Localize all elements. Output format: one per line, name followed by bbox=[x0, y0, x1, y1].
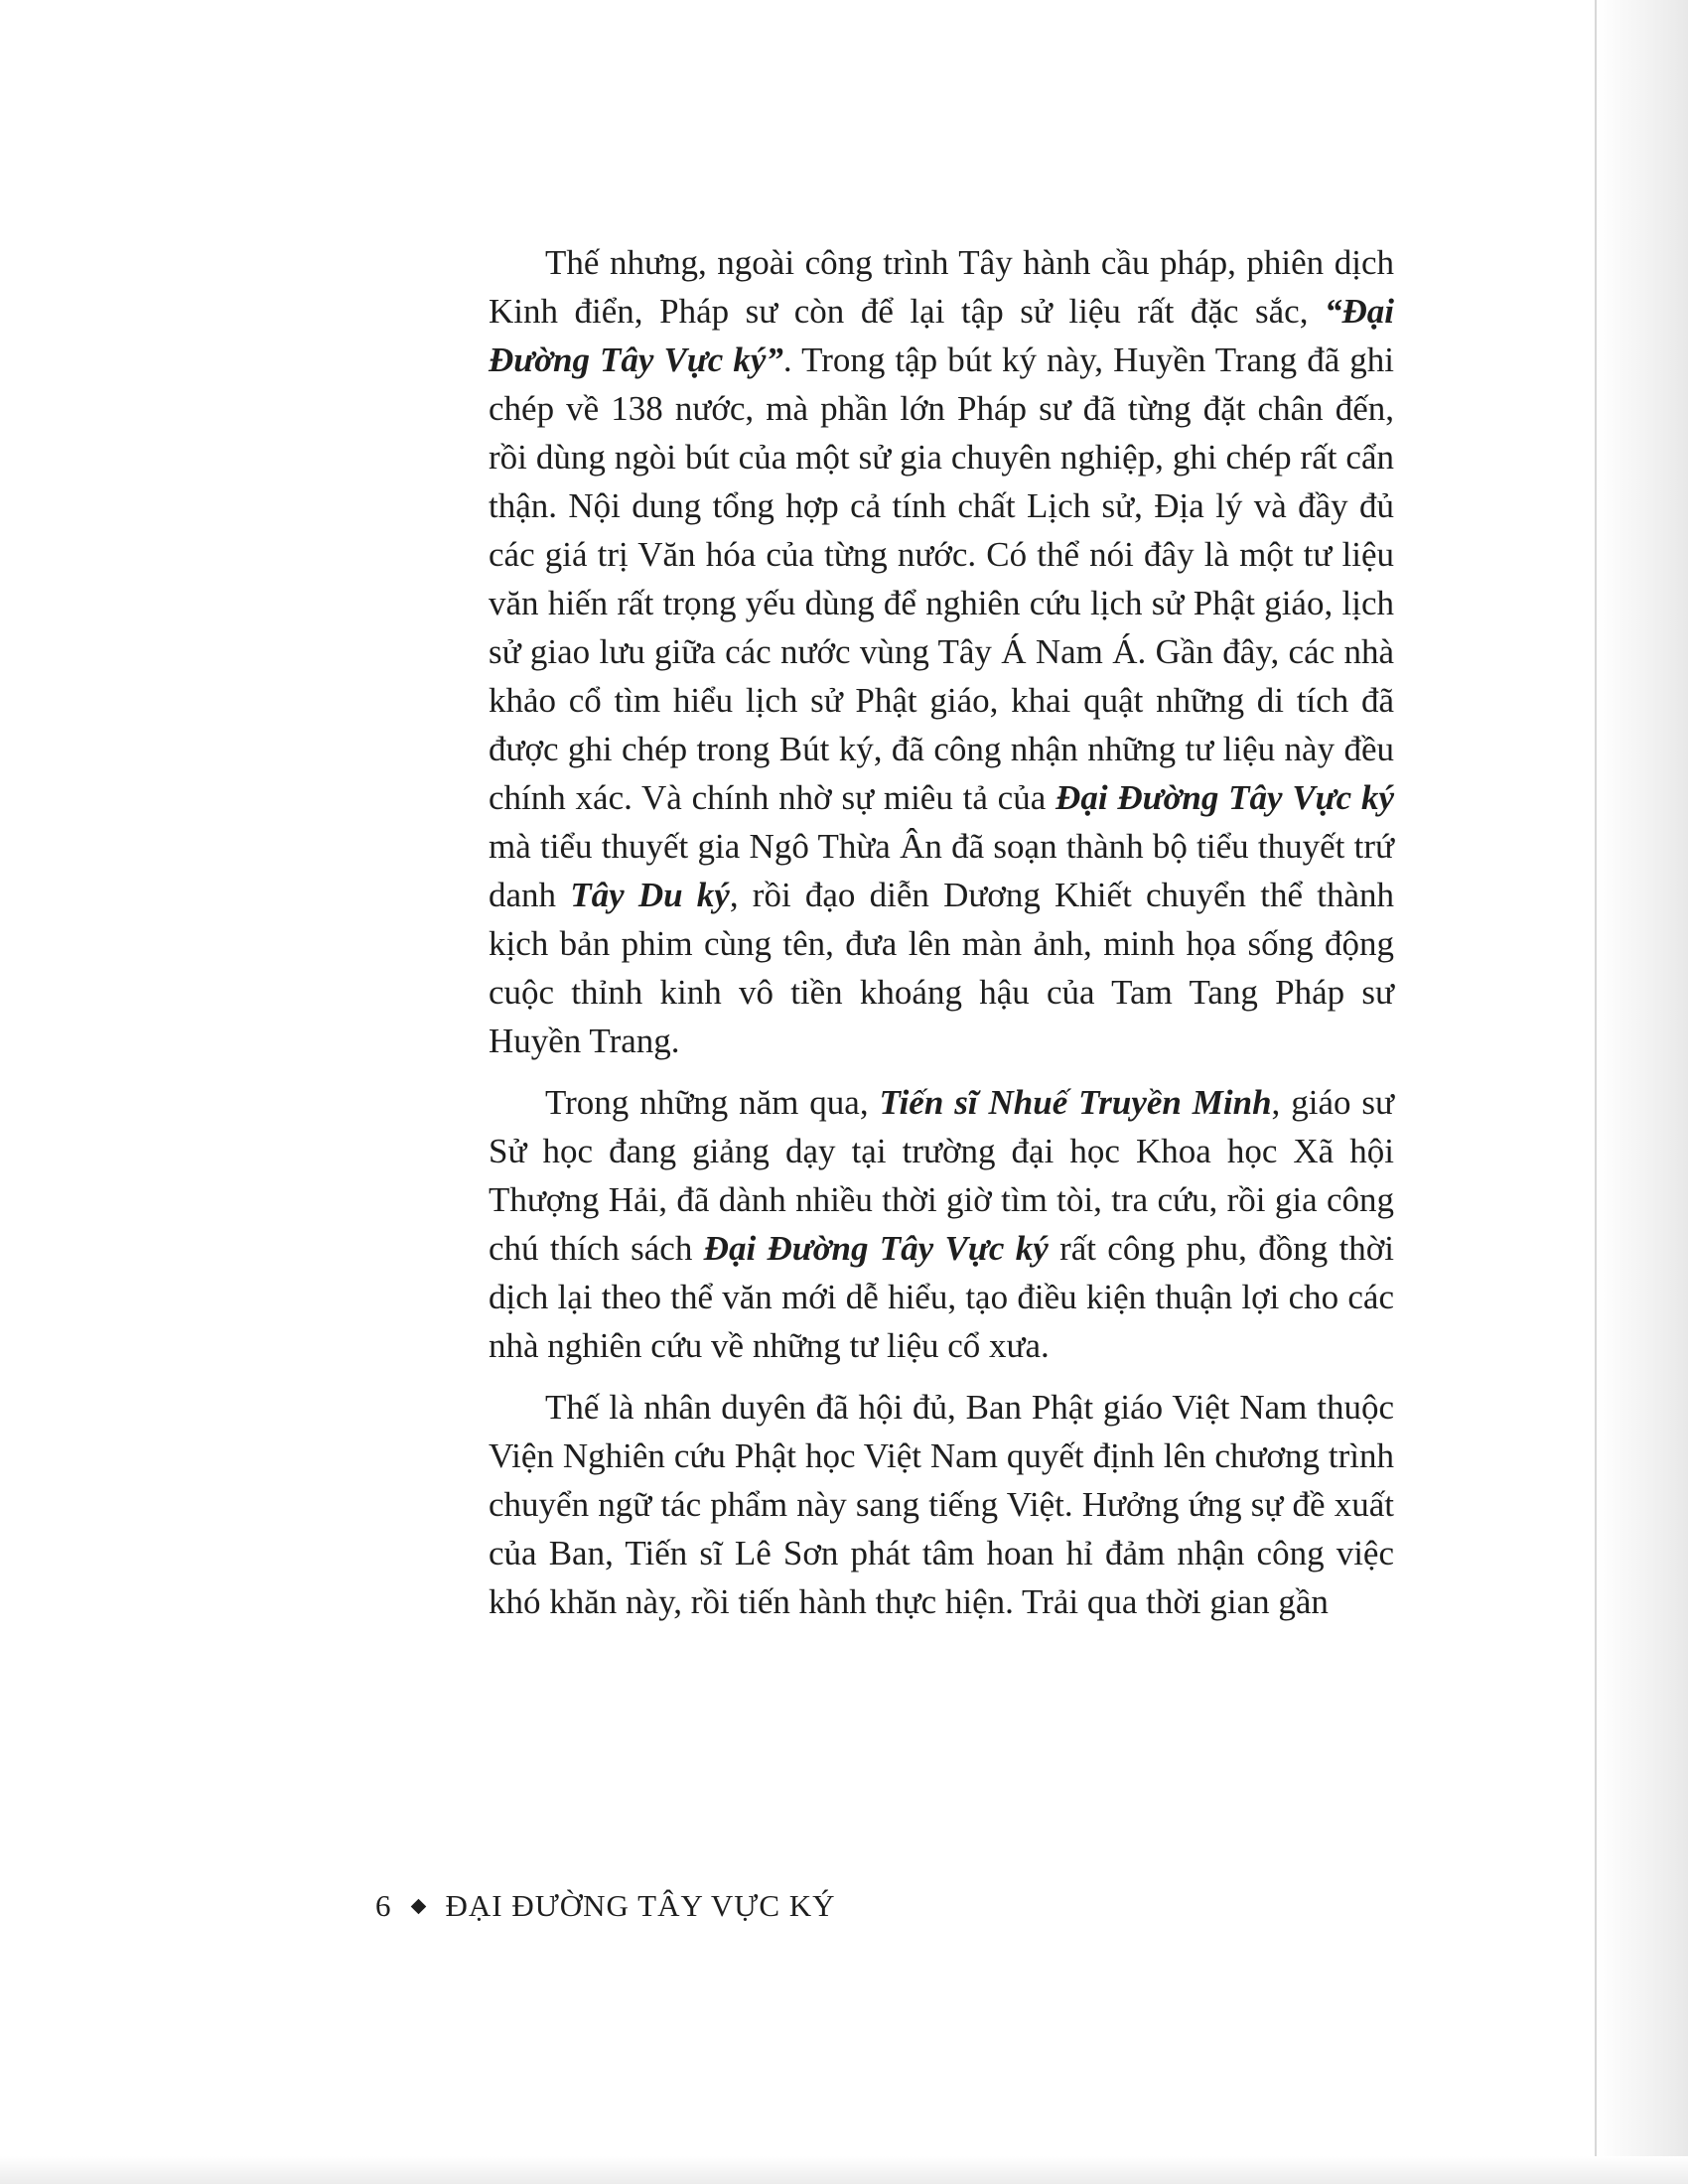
page-number: 6 bbox=[375, 1888, 391, 1923]
page-footer bbox=[375, 1888, 836, 1924]
text-run: Trong những năm qua, bbox=[545, 1083, 880, 1122]
book-title: Tây Du ký bbox=[570, 876, 730, 914]
book-title: Đại Đường Tây Vực ký bbox=[1055, 778, 1394, 817]
bottom-edge-shadow bbox=[0, 2156, 1688, 2184]
text-run: mà tiểu thuyết gia Ngô Thừa Ân đã soạn thành bộ tiểu thuyết trứ danh bbox=[489, 827, 1394, 914]
text-run: . Trong tập bút ký này, Huyền Trang đã ghi chép về 138 nước, mà phần lớn Pháp sư đã từng đặt chân đến, rồi dùng ngòi bút của một sử gia chuyên nghiệp, ghi chép rất cẩn thận. Nội dung tổng hợp cả tính chất Lịch sử, Địa lý và đầy đủ các giá trị Văn hóa của từng nước. Có thể nói đây là một tư liệu văn hiến rất trọng yếu dùng để nghiên cứu lịch sử Phật giáo, lịch sử giao lưu giữa các nước vùng Tây Á Nam Á. Gần đây, các nhà khảo cổ tìm hiểu lịch sử Phật giáo, khai quật những di tích đã được ghi chép trong Bút ký, đã công nhận những tư liệu này đều chính xác. Và chính nhờ sự miêu tả của bbox=[489, 341, 1394, 817]
paragraph-3 bbox=[489, 1383, 1394, 1626]
text-run: Thế là nhân duyên đã hội đủ, Ban Phật giáo Việt Nam thuộc Viện Nghiên cứu Phật học Việt Nam quyết định lên chương trình chuyển ngữ tác phẩm này sang tiếng Việt. Hưởng ứng sự đề xuất của Ban, Tiến sĩ Lê Sơn phát tâm hoan hỉ đảm nhận công việc khó khăn này, rồi tiến hành thực hiện. Trải qua thời gian gần bbox=[489, 1388, 1394, 1621]
paper-edge-line bbox=[1595, 0, 1597, 2184]
book-title: Đại Đường Tây Vực ký bbox=[703, 1229, 1049, 1268]
text-run: , rồi đạo diễn Dương Khiết chuyển thể thành kịch bản phim cùng tên, đưa lên màn ảnh, minh họa sống động cuộc thỉnh kinh vô tiền khoáng hậu của Tam Tang Pháp sư Huyền Trang. bbox=[489, 876, 1394, 1060]
text-run: Thế nhưng, ngoài công trình Tây hành cầu pháp, phiên dịch Kinh điển, Pháp sư còn để lại tập sử liệu rất đặc sắc, bbox=[489, 243, 1394, 331]
paper-edge-shadow bbox=[1597, 0, 1688, 2184]
book-title-quoted: “Đại Đường Tây Vực ký” bbox=[489, 292, 1394, 379]
paragraph-1 bbox=[489, 238, 1394, 1065]
paragraph-2 bbox=[489, 1078, 1394, 1370]
text-run: , giáo sư Sử học đang giảng dạy tại trường đại học Khoa học Xã hội Thượng Hải, đã dành nhiều thời giờ tìm tòi, tra cứu, rồi gia công chú thích sách bbox=[489, 1083, 1394, 1268]
text-run: rất công phu, đồng thời dịch lại theo thể văn mới dễ hiểu, tạo điều kiện thuận lợi cho các nhà nghiên cứu về những tư liệu cổ xưa. bbox=[489, 1229, 1395, 1365]
person-name: Tiến sĩ Nhuế Truyền Minh bbox=[879, 1083, 1272, 1122]
running-title: ĐẠI ĐƯỜNG TÂY VỰC KÝ bbox=[445, 1888, 836, 1923]
diamond-separator-icon bbox=[410, 1898, 426, 1914]
body-text bbox=[489, 238, 1394, 1639]
